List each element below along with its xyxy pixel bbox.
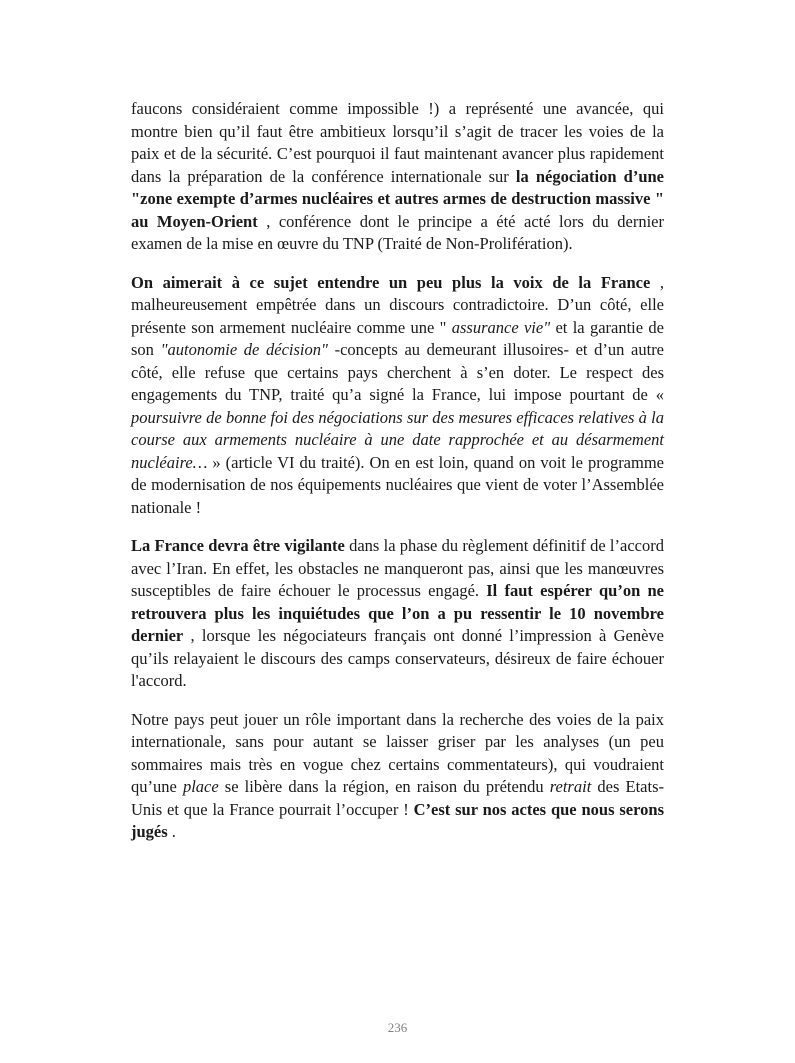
text-run: , conférence dont le principe a été acté lors du dernier examen de la mise en œuvre du TNP (Traité de Non-Prolifération).	[131, 211, 664, 253]
text-run: dans la phase du règlement définitif de l’accord avec l’Iran. En effet, les obstacles ne manqueront pas, ainsi que les manœuvres susceptibles de faire échouer le processus engagé.	[131, 536, 664, 600]
text-run: » (article VI du traité). On en est loin, quand on voit le programme de modernisation de nos équipements nucléaires que vient de voter l’Assemblée nationale !	[131, 452, 664, 517]
italic-text: place	[182, 777, 219, 796]
bold-text: la négociation d’une "zone exempte d’armes nucléaires et autres armes de destruction massive " au Moyen-Orient	[131, 166, 664, 231]
text-run: faucons considéraient comme impossible !) a représenté une avancée, qui montre bien qu’il faut être ambitieux lorsqu’il s’agit de tracer les voies de la paix et de la sécurité. C’est pourquoi il faut maintenant avancer plus rapidement dans la préparation de la conférence internationale sur	[131, 99, 664, 186]
text-run: Notre pays peut jouer un rôle important dans la recherche des voies de la paix internationale, sans pour autant se laisser griser par les analyses (un peu sommaires mais très en vogue chez certains commentateurs), qui voudraient qu’une	[131, 709, 664, 796]
text-run: et la garantie de son	[131, 317, 664, 359]
text-run: se libère dans la région, en raison du prétendu	[218, 777, 550, 796]
bold-text: On aimerait à ce sujet entendre un peu plus la voix de la France	[131, 272, 651, 292]
italic-text: assurance vie"	[451, 317, 551, 337]
bold-text: C’est sur nos actes que nous serons jugés	[131, 799, 664, 841]
paragraph-4	[131, 709, 664, 844]
text-run: .	[167, 822, 176, 841]
text-run: , malheureusement empêtrée dans un discours contradictoire. D’un côté, elle présente son armement nucléaire comme une "	[131, 272, 665, 337]
text-run: , lorsque les négociateurs français ont donné l’impression à Genève qu’ils relayaient le discours des camps conservateurs, désireux de faire échouer l'accord.	[131, 626, 664, 690]
text-run: des Etats-Unis et que la France pourrait l’occuper !	[131, 777, 664, 819]
paragraph-1	[131, 98, 664, 256]
bold-text: La France devra être vigilante	[131, 536, 345, 555]
italic-text: retrait	[549, 777, 592, 796]
body-text	[131, 98, 664, 860]
paragraph-2	[131, 272, 664, 520]
bold-text: Il faut espérer qu’on ne retrouvera plus les inquiétudes que l’on a pu ressentir le 10 novembre dernier	[131, 581, 664, 645]
italic-text: "autonomie de décision"	[160, 340, 328, 359]
page-number: 236	[387, 1020, 408, 1035]
italic-text: poursuivre de bonne foi des négociations sur des mesures efficaces relatives à la course aux armements nucléaire à une date rapprochée et au désarmement nucléaire…	[131, 407, 664, 472]
text-run: -concepts au demeurant illusoires- et d’un autre côté, elle refuse que certains pays cherchent à s’en doter. Le respect des engagements du TNP, traité qu’a signé la France, lui impose pourtant de «	[131, 340, 665, 404]
paragraph-3	[131, 535, 664, 693]
